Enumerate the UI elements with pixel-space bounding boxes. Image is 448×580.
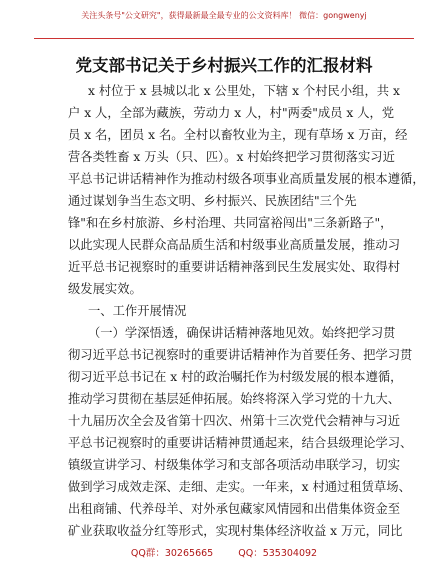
- section-heading: [68, 300, 378, 322]
- footer-qq: QQ：535304092: [238, 548, 318, 559]
- intro-line: x 村位于 x 县城以北 x 公里处，下辖 x 个村民小组，共 x: [88, 84, 400, 98]
- footer-contact: [0, 545, 448, 559]
- section-line: 矿业获取收益分红等形式，实现村集体经济收益 x 万元，同比: [68, 524, 403, 538]
- intro-line: 员 x 名，团员 x 名。全村以畜牧业为主，现有草场 x 万亩，经: [68, 128, 408, 142]
- section-paragraph: [68, 322, 413, 542]
- section-line: 彻习近平总书记在 x 村的政治嘱托作为村级发展的根本遵循，: [68, 370, 403, 384]
- section-line: 做到学习成效走深、走细、走实。一年来，x 村通过租赁草场、: [68, 480, 411, 494]
- intro-line: 以此实现人民群众高品质生活和村级事业高质量发展，推动习: [68, 238, 401, 252]
- document-title: 党支部书记关于乡村振兴工作的汇报材料: [75, 56, 373, 75]
- section-line: 彻习近平总书记视察时的重要讲话精神作为首要任务、把学习贯: [68, 348, 413, 362]
- section-line: 镇级宣讲学习、村级集体学习和支部各项活动串联学习，切实: [68, 458, 401, 472]
- section-line: 平总书记视察时的重要讲话精神贯通起来，结合县级理论学习、: [68, 436, 413, 450]
- intro-line: 级发展实效。: [68, 282, 142, 296]
- section-line: 出租商铺、代养母羊、对外承包藏家风情园和出借集体资金至: [68, 502, 401, 516]
- section-line: 推动学习贯彻在基层延伸拓展。始终将深入学习党的十九大、: [68, 392, 401, 406]
- footer-qq-group: QQ群：30265665: [130, 548, 214, 559]
- intro-paragraph: [68, 80, 425, 300]
- intro-line: 锋"和在乡村旅游、乡村治理、共同富裕闯出"三条新路子"，: [68, 216, 393, 230]
- intro-line: 通过谋划争当生态文明、乡村振兴、民族团结"三个先: [68, 194, 357, 208]
- intro-line: 户 x 人，全部为藏族，劳动力 x 人，村"两委"成员 x 人，党: [68, 106, 395, 120]
- intro-line: 近平总书记视察时的重要讲话精神落到民生发展实处、取得村: [68, 260, 401, 274]
- section-line: 十九届历次全会及省第十四次、州第十三次党代会精神与习近: [68, 414, 401, 428]
- intro-line: 平总书记讲话精神作为推动村级各项事业高质量发展的根本遵循，: [68, 172, 425, 186]
- intro-line: 营各类牲畜 x 万头（只、匹）。x 村始终把学习贯彻落实习近: [68, 150, 395, 164]
- section-line: （一）学深悟透，确保讲话精神落地见效。始终把学习贯: [88, 326, 396, 340]
- section-heading-text: 一、工作开展情况: [88, 304, 187, 318]
- header-divider: [34, 38, 414, 39]
- header-note: 关注头条号"公文研究"，获得最新最全最专业的公文资料库！ 微信：gongwenyj: [81, 11, 367, 20]
